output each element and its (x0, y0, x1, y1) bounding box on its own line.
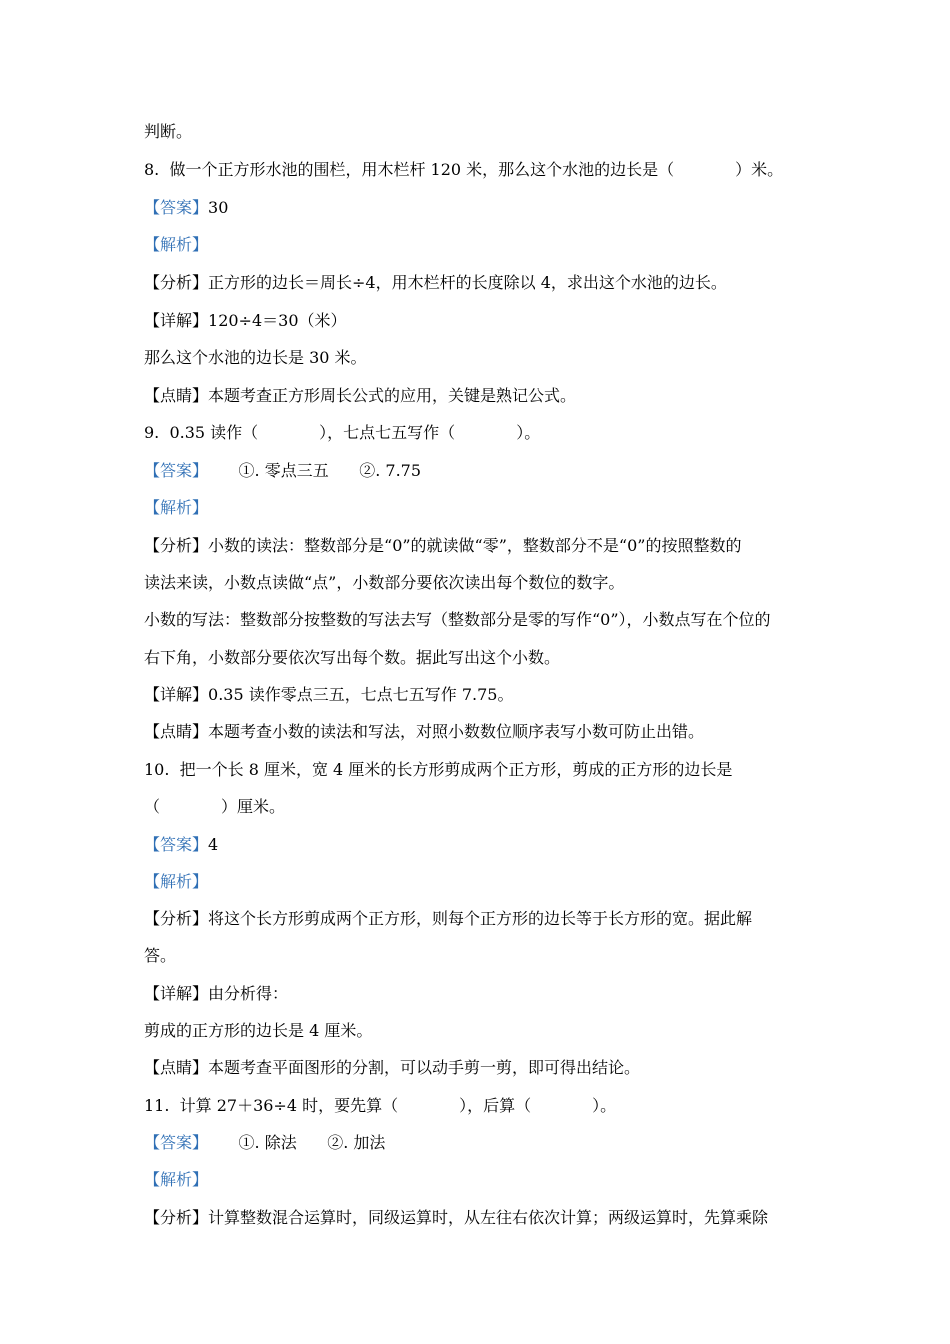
answer-line: 【答案】30 (144, 198, 229, 217)
detail-line: 【详解】0.35 读作零点三五，七点七五写作 7.75。 (144, 685, 514, 704)
text-line: 剪成的正方形的边长是 4 厘米。 (144, 1021, 373, 1040)
answer-tag: 【答案】 (144, 461, 209, 480)
detail-line: 【详解】120÷4＝30（米） (144, 311, 347, 330)
text-line: 判断。 (144, 122, 193, 141)
analysis-heading (144, 1170, 208, 1190)
analysis-heading (144, 498, 208, 518)
question-11: 11. 计算 27＋36÷4 时，要先算（ ），后算（ ）。 (144, 1096, 617, 1115)
question-9: 9. 0.35 读作（ ），七点七五写作（ ）。 (144, 423, 541, 442)
analysis-line: 【分析】将这个长方形剪成两个正方形，则每个正方形的边长等于长方形的宽。据此解 (144, 909, 753, 928)
detail-line: 【详解】由分析得： (144, 984, 289, 1003)
analysis-line: 【分析】计算整数混合运算时，同级运算时，从左往右依次计算；两级运算时，先算乘除 (144, 1208, 769, 1227)
question-8: 8. 做一个正方形水池的围栏，用木栏杆 120 米，那么这个水池的边长是（ ）米。 (144, 160, 784, 179)
answer-line: 【答案】 ①. 除法 ②. 加法 (144, 1133, 386, 1152)
comment-line: 【点睛】本题考查小数的读法和写法，对照小数数位顺序表写小数可防止出错。 (144, 722, 705, 741)
answer-tag: 【答案】 (144, 1133, 209, 1152)
analysis-tag: 【解析】 (144, 1170, 209, 1189)
comment-line: 【点睛】本题考查正方形周长公式的应用，关键是熟记公式。 (144, 386, 577, 405)
question-10: 10. 把一个长 8 厘米，宽 4 厘米的长方形剪成两个正方形，剪成的正方形的边长是 (144, 760, 733, 779)
text-line: 那么这个水池的边长是 30 米。 (144, 348, 367, 367)
analysis-tag: 【解析】 (144, 235, 209, 254)
answer-tag: 【答案】 (144, 835, 209, 854)
answer-line: 【答案】4 (144, 835, 219, 854)
text-line: 小数的写法：整数部分按整数的写法去写（整数部分是零的写作“0”），小数点写在个位的 (144, 610, 771, 629)
text-line: 答。 (144, 946, 177, 965)
analysis-tag: 【解析】 (144, 498, 209, 517)
analysis-tag: 【解析】 (144, 872, 209, 891)
text-line: （ ）厘米。 (144, 797, 286, 816)
analysis-line: 【分析】正方形的边长＝周长÷4，用木栏杆的长度除以 4，求出这个水池的边长。 (144, 273, 727, 292)
answer-tag: 【答案】 (144, 198, 209, 217)
text-line: 右下角，小数部分要依次写出每个数。据此写出这个小数。 (144, 648, 561, 667)
analysis-heading (144, 872, 208, 892)
analysis-heading (144, 235, 208, 255)
analysis-line: 【分析】小数的读法：整数部分是“0”的就读做“零”，整数部分不是“0”的按照整数的 (144, 536, 742, 555)
text-line: 读法来读，小数点读做“点”，小数部分要依次读出每个数位的数字。 (144, 573, 625, 592)
comment-line: 【点睛】本题考查平面图形的分割，可以动手剪一剪，即可得出结论。 (144, 1058, 641, 1077)
answer-line: 【答案】 ①. 零点三五 ②. 7.75 (144, 461, 422, 480)
